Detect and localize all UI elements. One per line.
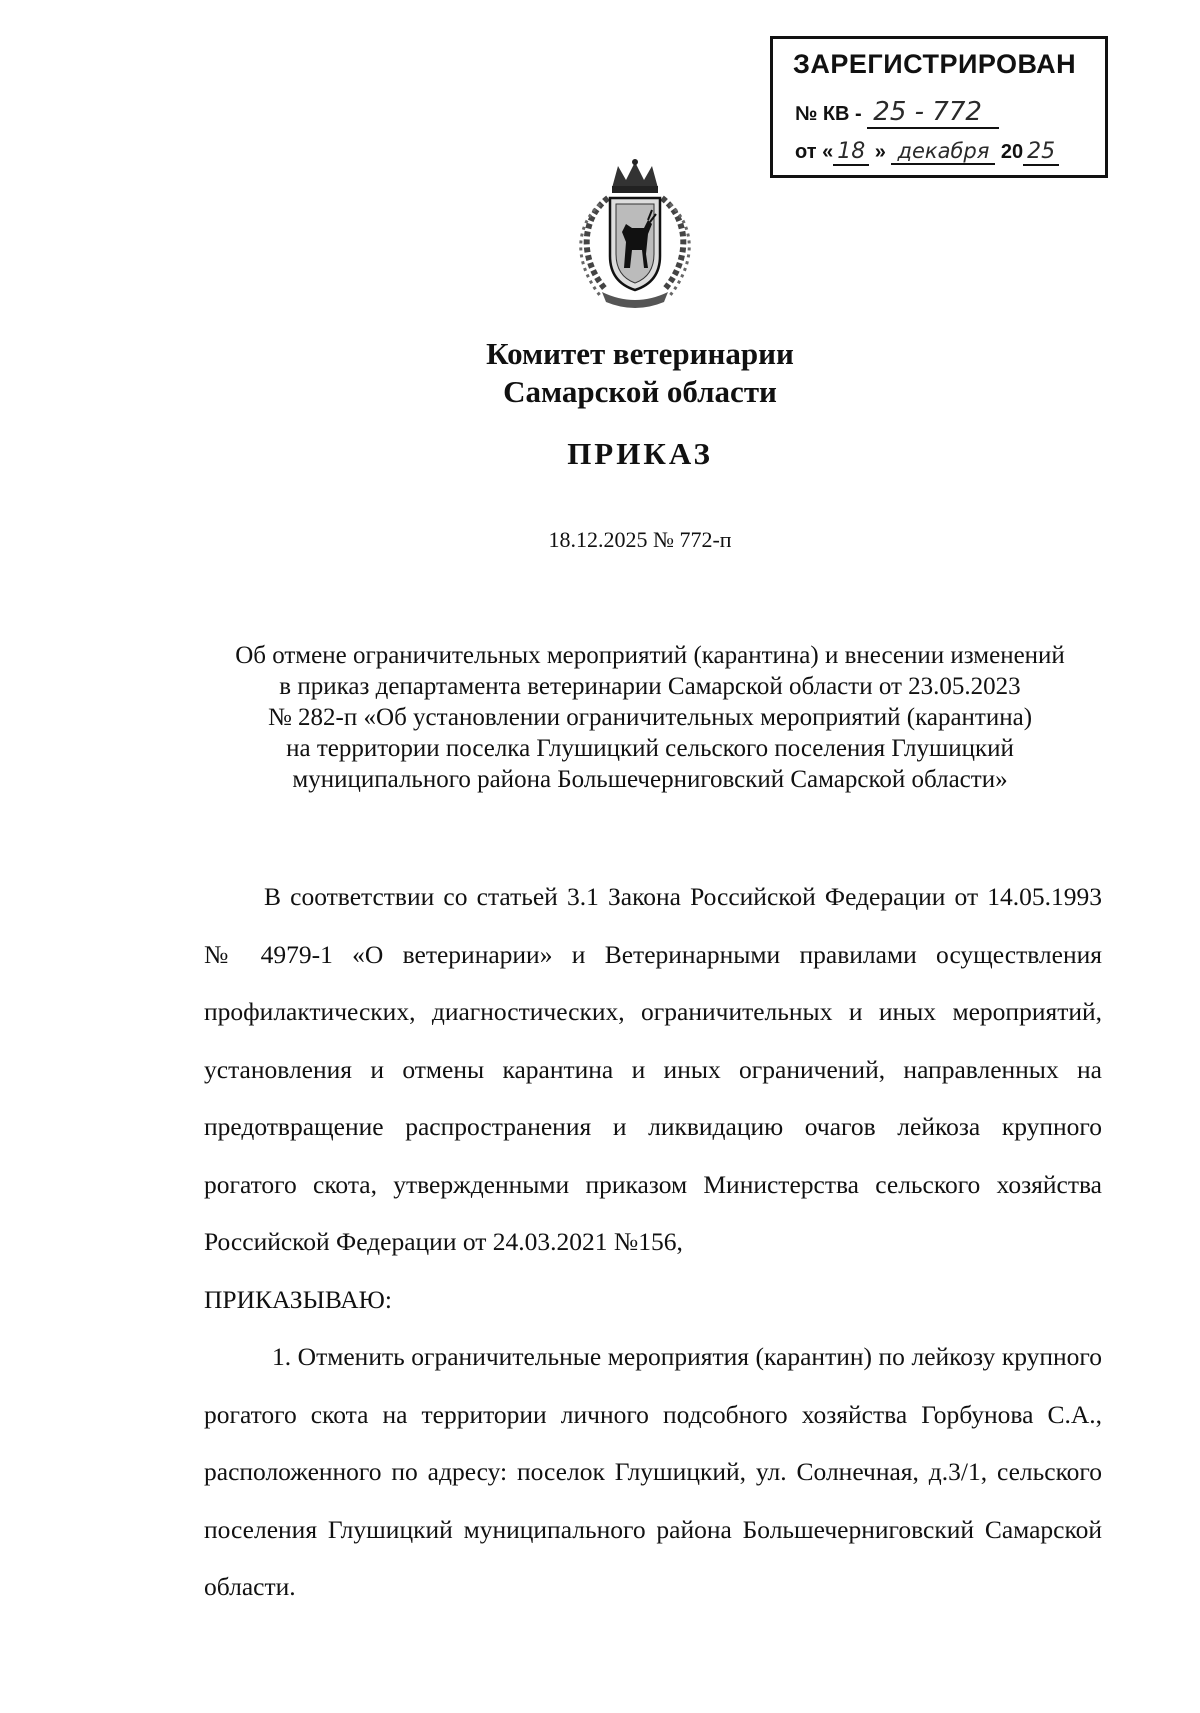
stamp-title: ЗАРЕГИСТРИРОВАН <box>793 49 1077 79</box>
order-item-1: 1. Отменить ограничительные мероприятия (карантин) по лейкозу крупного рогатого скота на территории личного подсобного хозяйства Горбунова С.А., расположенного по адресу: поселок Глушицкий, ул. Солнечная, д.3/1, сельского поселения Глушицкий муниципального района Большечерниговский Самарской области. <box>204 1342 1102 1601</box>
subject-line: муниципального района Большечерниговский Самарской области» <box>292 766 1008 793</box>
organization-name <box>300 335 980 411</box>
subject-line: на территории поселка Глушицкий сельского поселения Глушицкий <box>286 735 1014 762</box>
registration-stamp <box>770 36 1108 178</box>
document-type: ПРИКАЗ <box>567 436 713 471</box>
document-date-number: 18.12.2025 № 772-п <box>548 527 732 552</box>
stamp-date-row <box>795 139 1059 166</box>
preamble-paragraph: В соответствии со статьей 3.1 Закона Российской Федерации от 14.05.1993 № 4979-1 «О ветеринарии» и Ветеринарными правилами осуществления профилактических, диагностических, ограничительных и иных мероприятий, установления и отмены карантина и иных ограничений, направленных на предотвращение распространения и ликвидацию очагов лейкоза крупного рогатого скота, утвержденными приказом Министерства сельского хозяйства Российской Федерации от 24.03.2021 №156, <box>204 882 1102 1256</box>
stamp-day: 18 <box>833 139 869 166</box>
stamp-month: декабря <box>891 139 995 165</box>
coat-of-arms-samara-icon <box>568 158 702 310</box>
stamp-year-prefix: 20 <box>1000 141 1024 163</box>
subject-line: в приказ департамента ветеринарии Самарской области от 23.05.2023 <box>279 673 1021 700</box>
stamp-year-suffix: 25 <box>1023 139 1059 166</box>
subject-line: Об отмене ограничительных мероприятий (карантина) и внесении изменений <box>235 642 1065 669</box>
organization-line-1: Комитет ветеринарии <box>486 336 794 371</box>
stamp-kv-row <box>795 97 999 129</box>
document-body <box>204 868 1102 1616</box>
stamp-date-mid: » <box>874 141 886 163</box>
stamp-kv-prefix: № КВ - <box>795 103 862 125</box>
organization-line-2: Самарской области <box>503 374 777 409</box>
stamp-kv-number: 25 - 772 <box>867 97 999 129</box>
document-subject <box>190 640 1110 795</box>
order-word: ПРИКАЗЫВАЮ: <box>204 1284 392 1314</box>
subject-line: № 282-п «Об установлении ограничительных мероприятий (карантина) <box>267 704 1033 731</box>
stamp-date-prefix: от « <box>795 141 834 163</box>
